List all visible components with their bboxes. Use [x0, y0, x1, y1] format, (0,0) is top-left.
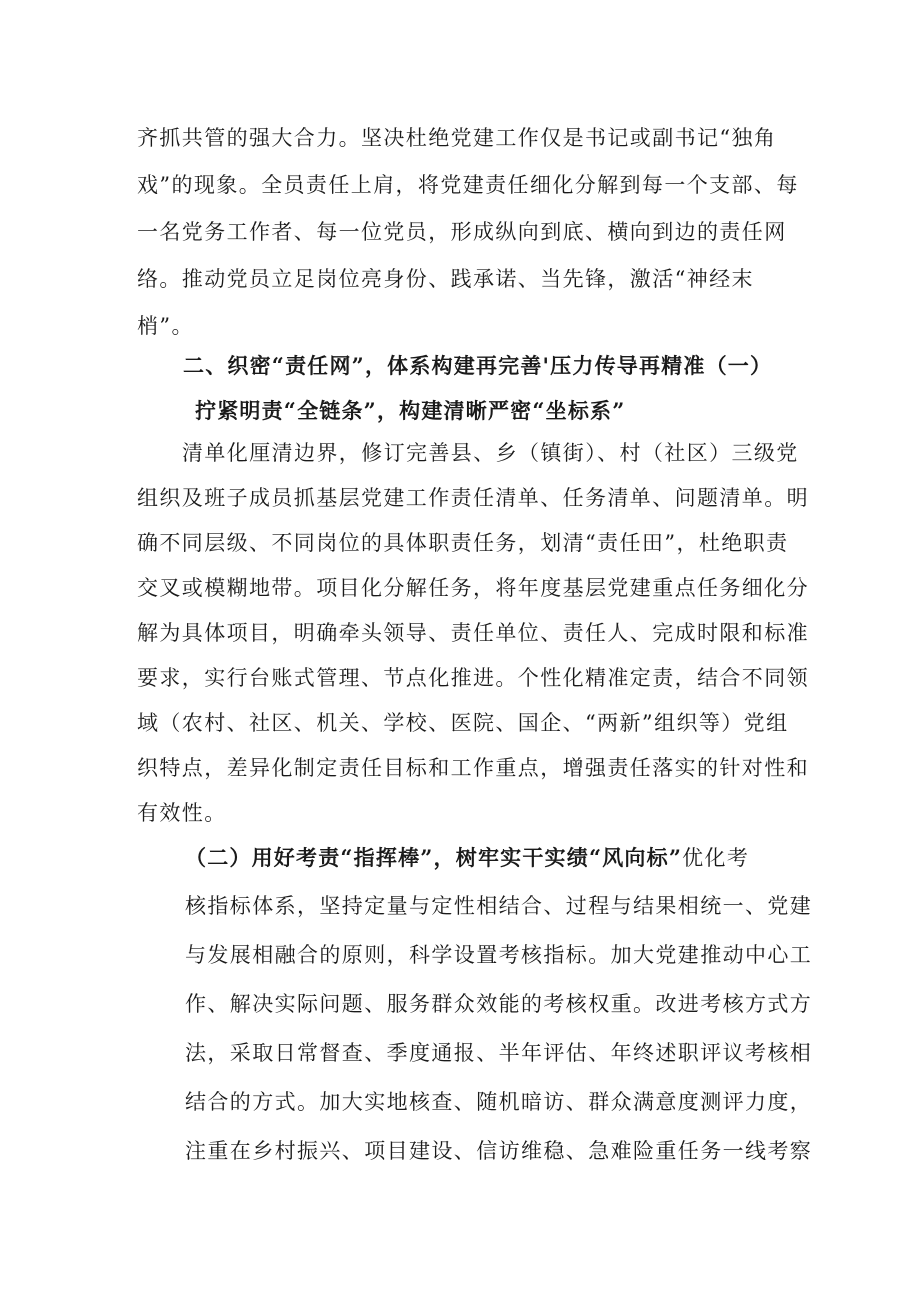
paragraph-line: 有效性。 [137, 801, 227, 825]
paragraph-line: 清单化厘清边界，修订完善县、乡（镇街）、村（社区）三级党 [182, 441, 799, 465]
paragraph-text: 优化考 [682, 846, 750, 870]
paragraph-line: 梢”。 [137, 314, 194, 338]
subsection-heading-line [185, 843, 845, 873]
paragraph-line: 法，采取日常督查、季度通报、半年评估、年终述职评议考核相 [185, 1041, 813, 1065]
paragraph-line: 与发展相融合的原则，科学设置考核指标。加大党建推动中心工 [185, 943, 813, 967]
paragraph-line: 交叉或模糊地带。项目化分解任务，将年度基层党建重点任务细化分 [137, 576, 809, 600]
subsection-heading: 拧紧明责“全链条”，构建清晰严密“坐标系” [195, 398, 626, 423]
paragraph-line: 结合的方式。加大实地核查、随机暗访、群众满意度测评力度， [185, 1090, 813, 1114]
paragraph-line: 一名党务工作者、每一位党员，形成纵向到底、横向到边的责任网 [137, 220, 787, 244]
paragraph-line: 域（农村、社区、机关、学校、医院、国企、“两新”组织等）党组 [137, 711, 789, 735]
paragraph-line: 织特点，差异化制定责任目标和工作重点，增强责任落实的针对性和 [137, 756, 809, 780]
paragraph-line: 络。推动党员立足岗位亮身份、践承诺、当先锋，激活“神经末 [137, 267, 754, 291]
paragraph-line: 核指标体系，坚持定量与定性相结合、过程与结果相统一、党建 [185, 894, 813, 918]
paragraph-line: 确不同层级、不同岗位的具体职责任务，划清“责任田”，杜绝职责 [137, 531, 789, 555]
subsection-heading: （二）用好考责“指挥棒”，树牢实干实绩“风向标” [185, 845, 683, 870]
paragraph-line: 作、解决实际问题、服务群众效能的考核权重。改进考核方式方 [185, 992, 813, 1016]
paragraph-line: 戏”的现象。全员责任上肩，将党建责任细化分解到每一个支部、每 [137, 173, 799, 197]
paragraph-line: 注重在乡村振兴、项目建设、信访维稳、急难险重任务一线考察 [185, 1139, 813, 1163]
paragraph-line: 解为具体项目，明确牵头领导、责任单位、责任人、完成时限和标准 [137, 621, 809, 645]
section-heading: 二、织密“责任网”，体系构建再完善'压力传导再精准（一） [183, 353, 773, 378]
paragraph-line: 要求，实行台账式管理、节点化推进。个性化精准定责，结合不同领 [137, 666, 809, 690]
paragraph-line: 组织及班子成员抓基层党建工作责任清单、任务清单、问题清单。明 [137, 486, 809, 510]
paragraph-line: 齐抓共管的强大合力。坚决杜绝党建工作仅是书记或副书记“独角 [137, 126, 777, 150]
